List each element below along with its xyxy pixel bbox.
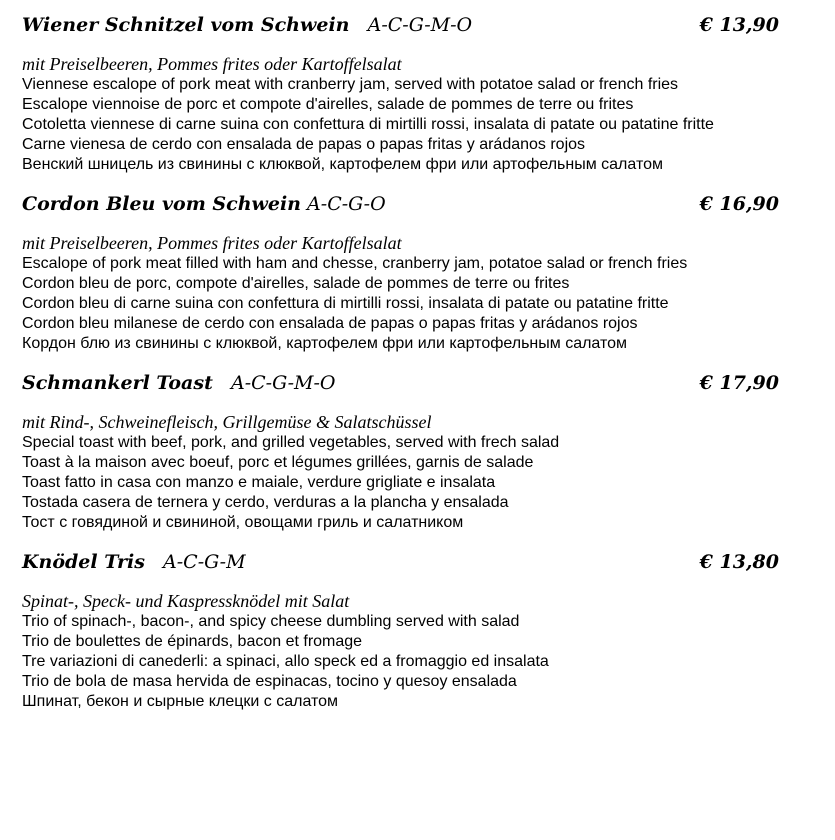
description-english: Viennese escalope of pork meat with cranberry jam, served with potatoe salad or french fries: [22, 76, 679, 93]
description-spanish: Tostada casera de ternera y cerdo, verduras a la plancha y ensalada: [22, 494, 509, 511]
description-russian: Тост с говядиной и свининой, овощами гриль и салатником: [22, 514, 464, 531]
description-spanish: Carne vienesa de cerdo con ensalada de papas o papas fritas y arádanos rojos: [22, 136, 586, 153]
description-english: Escalope of pork meat filled with ham and chesse, cranberry jam, potatoe salad or french fries: [22, 255, 688, 272]
dish-descriptions: [22, 254, 812, 354]
description-french: Escalope viennoise de porc et compote d'airelles, salade de pommes de terre ou frites: [22, 96, 634, 113]
description-russian: Шпинат, бекон и сырные клецки с салатом: [22, 693, 339, 710]
description-italian: Toast fatto in casa con manzo e maiale, verdure grigliate e insalata: [22, 474, 496, 491]
description-french: Cordon bleu de porc, compote d'airelles, salade de pommes de terre ou frites: [22, 275, 570, 292]
dish-wiener-schnitzel: [22, 14, 812, 175]
dish-descriptions: [22, 433, 812, 533]
dish-name: Schmankerl Toast: [22, 372, 213, 394]
dish-name: Knödel Tris: [22, 551, 145, 573]
dish-title: [22, 193, 386, 215]
dish-price: € 17,90: [699, 372, 779, 394]
dish-subtitle: Spinat-, Speck- und Kaspressknödel mit Salat: [22, 591, 350, 611]
description-italian: Cotoletta viennese di carne suina con confettura di mirtilli rossi, insalata di patate ou patatine fritte: [22, 116, 714, 133]
description-russian: Кордон блю из свинины с клюквой, картофелем фри или картофельным салатом: [22, 335, 628, 352]
description-french: Trio de boulettes de épinards, bacon et fromage: [22, 633, 363, 650]
dish-header: [22, 193, 812, 224]
description-russian: Венский шницель из свинины с клюквой, картофелем фри или артофельным салатом: [22, 156, 663, 173]
dish-header: [22, 551, 812, 582]
description-english: Trio of spinach-, bacon-, and spicy cheese dumbling served with salad: [22, 613, 520, 630]
dish-header: [22, 14, 812, 45]
dish-cordon-bleu: [22, 193, 812, 354]
dish-schmankerl-toast: [22, 372, 812, 533]
dish-knoedel-tris: [22, 551, 812, 712]
dish-name: Wiener Schnitzel vom Schwein: [22, 14, 350, 36]
dish-allergens: A-C-G-O: [307, 193, 386, 215]
dish-price: € 16,90: [699, 193, 779, 215]
dish-subtitle: mit Preiselbeeren, Pommes frites oder Kartoffelsalat: [22, 233, 402, 253]
dish-descriptions: [22, 612, 812, 712]
dish-allergens: A-C-G-M-O: [367, 14, 473, 36]
description-spanish: Cordon bleu milanese de cerdo con ensalada de papas o papas fritas y arádanos rojos: [22, 315, 638, 332]
dish-name: Cordon Bleu vom Schwein: [22, 193, 301, 215]
dish-title: [22, 14, 472, 36]
dish-price: € 13,90: [699, 14, 779, 36]
dish-allergens: A-C-G-M-O: [230, 372, 336, 394]
dish-header: [22, 372, 812, 403]
description-spanish: Trio de bola de masa hervida de espinacas, tocino y quesoy ensalada: [22, 673, 517, 690]
dish-descriptions: [22, 75, 812, 175]
dish-subtitle: mit Preiselbeeren, Pommes frites oder Kartoffelsalat: [22, 54, 402, 74]
menu-page: [22, 14, 812, 712]
description-italian: Cordon bleu di carne suina con confettura di mirtilli rossi, insalata di patate ou patatine fritte: [22, 295, 669, 312]
dish-allergens: A-C-G-M: [163, 551, 246, 573]
dish-price: € 13,80: [699, 551, 779, 573]
dish-subtitle: mit Rind-, Schweinefleisch, Grillgemüse & Salatschüssel: [22, 412, 432, 432]
description-italian: Tre variazioni di canederli: a spinaci, allo speck ed a fromaggio ed insalata: [22, 653, 549, 670]
dish-title: [22, 372, 335, 394]
description-english: Special toast with beef, pork, and grilled vegetables, served with frech salad: [22, 434, 560, 451]
dish-title: [22, 551, 246, 573]
description-french: Toast à la maison avec boeuf, porc et légumes grillées, garnis de salade: [22, 454, 534, 471]
